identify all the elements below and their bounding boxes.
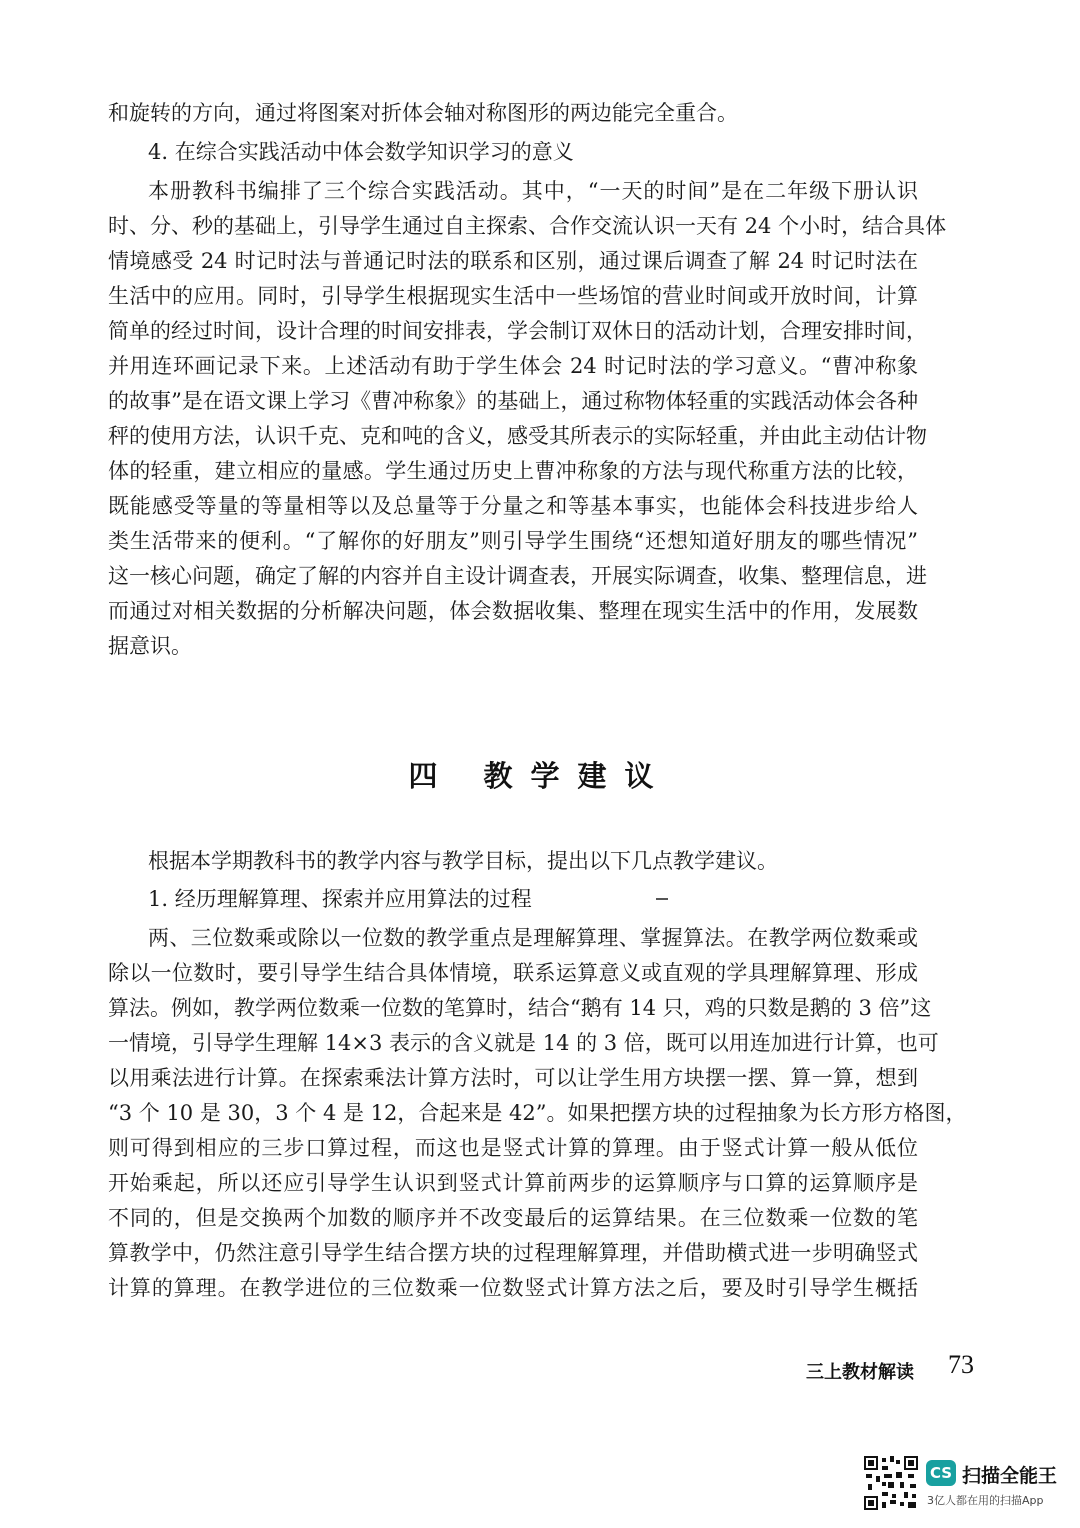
text-line: 这一核心问题，确定了解的内容并自主设计调查表，开展实际调查，收集、整理信息，进 — [108, 564, 927, 588]
scan-mark — [656, 898, 668, 900]
text-line: 简单的经过时间，设计合理的时间安排表，学会制订双休日的活动计划，合理安排时间， — [108, 319, 927, 343]
subheading-1: 1. 经历理解算理、探索并应用算法的过程 — [148, 887, 532, 911]
text-line: 则可得到相应的三步口算过程，而这也是竖式计算的算理。由于竖式计算一般从低位 — [108, 1136, 918, 1160]
text-line: 并用连环画记录下来。上述活动有助于学生体会 24 时记时法的学习意义。“曹冲称象 — [108, 354, 918, 378]
text-line: “3 个 10 是 30，3 个 4 是 12，合起来是 42”。如果把摆方块的过程抽象为长方形方格图， — [108, 1101, 967, 1125]
text-line: 本册教科书编排了三个综合实践活动。其中，“一天的时间”是在二年级下册认识 — [148, 179, 918, 203]
text-line: 除以一位数时，要引导学生结合具体情境，联系运算意义或直观的学具理解算理、形成 — [108, 961, 918, 985]
text-line: 和旋转的方向，通过将图案对折体会轴对称图形的两边能完全重合。 — [108, 101, 738, 125]
text-line: 生活中的应用。同时，引导学生根据现实生活中一些场馆的营业时间或开放时间，计算 — [108, 284, 918, 308]
qr-code-icon — [864, 1456, 918, 1510]
text-line: 算教学中，仍然注意引导学生结合摆方块的过程理解算理，并借助横式进一步明确竖式 — [108, 1241, 918, 1265]
text-line: 既能感受等量的等量相等以及总量等于分量之和等基本事实，也能体会科技进步给人 — [108, 494, 918, 518]
text-line: 计算的算理。在教学进位的三位数乘一位数竖式计算方法之后，要及时引导学生概括 — [108, 1276, 918, 1300]
text-line: 体的轻重，建立相应的量感。学生通过历史上曹冲称象的方法与现代称重方法的比较， — [108, 459, 918, 483]
text-line: 开始乘起，所以还应引导学生认识到竖式计算前两步的运算顺序与口算的运算顺序是 — [108, 1171, 918, 1195]
text-line: 类生活带来的便利。“了解你的好朋友”则引导学生围绕“还想知道好朋友的哪些情况” — [108, 529, 918, 553]
text-line: 据意识。 — [108, 634, 192, 658]
subheading-4: 4. 在综合实践活动中体会数学知识学习的意义 — [148, 140, 574, 164]
camscanner-logo-icon: CS — [926, 1460, 956, 1486]
text-line: 时、分、秒的基础上，引导学生通过自主探索、合作交流认识一天有 24 个小时，结合具体 — [108, 214, 947, 238]
watermark-tagline: 3亿人都在用的扫描App — [927, 1494, 1044, 1507]
text-line: 的故事”是在语文课上学习《曹冲称象》的基础上，通过称物体轻重的实践活动体会各种 — [108, 389, 918, 413]
text-line: 而通过对相关数据的分析解决问题，体会数据收集、整理在现实生活中的作用，发展数 — [108, 599, 918, 623]
text-line: 情境感受 24 时记时法与普通记时法的联系和区别，通过课后调查了解 24 时记时法在 — [108, 249, 918, 273]
footer-label: 三上教材解读 — [806, 1362, 914, 1383]
watermark-brand: 扫描全能王 — [962, 1465, 1058, 1487]
text-line: 根据本学期教科书的教学内容与教学目标，提出以下几点教学建议。 — [148, 849, 778, 873]
section-title: 四 教学建议 — [408, 759, 672, 793]
text-line: 算法。例如，教学两位数乘一位数的笔算时，结合“鹅有 14 只，鸡的只数是鹅的 3 倍”这 — [108, 996, 932, 1020]
text-line: 秤的使用方法，认识千克、克和吨的含义，感受其所表示的实际轻重，并由此主动估计物 — [108, 424, 927, 448]
text-line: 一情境，引导学生理解 14×3 表示的含义就是 14 的 3 倍，既可以用连加进行计算，也可 — [108, 1031, 939, 1055]
text-line: 两、三位数乘或除以一位数的教学重点是理解算理、掌握算法。在教学两位数乘或 — [148, 926, 918, 950]
text-line: 以用乘法进行计算。在探索乘法计算方法时，可以让学生用方块摆一摆、算一算，想到 — [108, 1066, 918, 1090]
page-number: 73 — [948, 1350, 974, 1379]
text-line: 不同的，但是交换两个加数的顺序并不改变最后的运算结果。在三位数乘一位数的笔 — [108, 1206, 918, 1230]
